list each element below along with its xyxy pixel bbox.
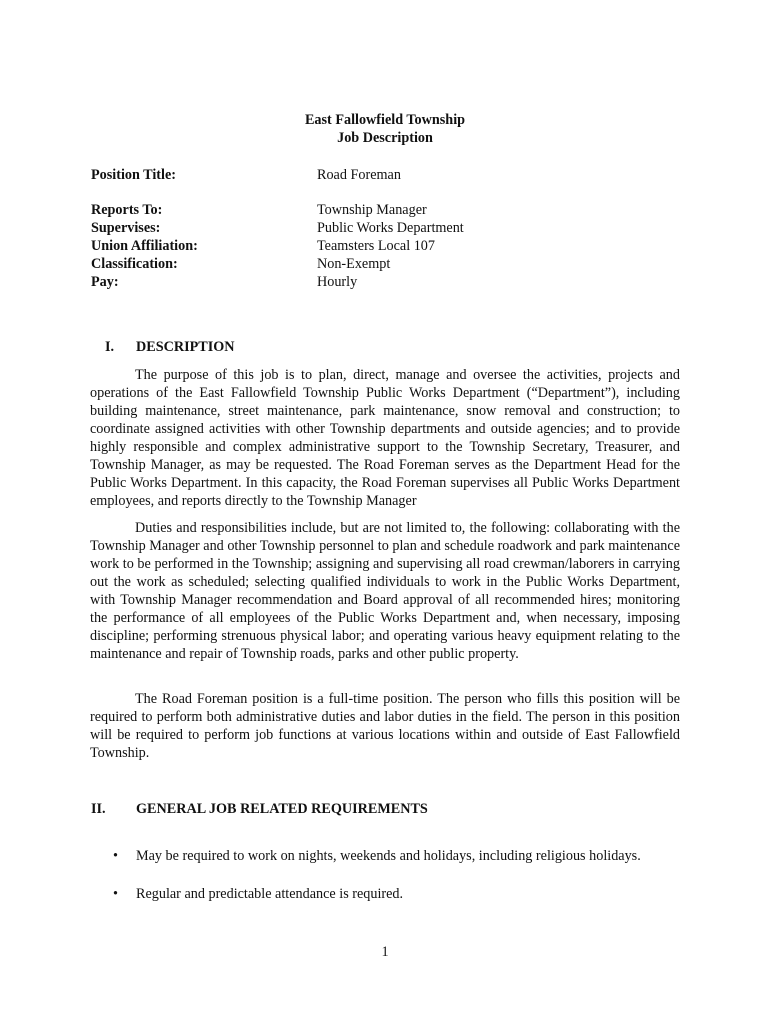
page-number: 1 <box>381 944 389 960</box>
section-number: I. <box>105 339 115 355</box>
field-value: Non-Exempt <box>317 256 391 272</box>
section-heading-requirements <box>91 800 428 818</box>
field-label: Reports To: <box>91 202 163 218</box>
field-value: Public Works Department <box>317 220 464 236</box>
field-value: Township Manager <box>317 202 427 218</box>
document-org-title: East Fallowfield Township <box>304 112 466 128</box>
section-title: DESCRIPTION <box>136 339 235 355</box>
bullet-icon: • <box>113 848 118 864</box>
field-row <box>91 255 691 273</box>
list-item-text: May be required to work on nights, weekends and holidays, including religious holidays. <box>136 848 641 864</box>
field-label: Union Affiliation: <box>91 238 198 254</box>
bullet-icon: • <box>113 886 118 902</box>
description-paragraph: Duties and responsibilities include, but are not limited to, the following: collaborating with the Township Manager and other Township personnel to plan and schedule roadwork and park maintenance work to be performed in the Township; assigning and supervising all road crewman/laborers in carrying out the work as scheduled; selecting qualified individuals to work in the Public Works Department, with Township Manager recommendation and Board approval of all recommended hires; monitoring the performance of all employees of the Public Works Department and, when necessary, imposing discipline; performing strenuous physical labor; and operating various heavy equipment relating to the maintenance and repair of Township roads, parks and other public property. <box>90 520 680 662</box>
field-label: Pay: <box>91 274 119 290</box>
position-title-value: Road Foreman <box>317 167 401 183</box>
field-value: Hourly <box>317 274 358 290</box>
list-item-text: Regular and predictable attendance is required. <box>136 886 404 902</box>
field-row <box>91 237 691 255</box>
position-title-row <box>91 166 691 184</box>
description-paragraph: The purpose of this job is to plan, direct, manage and oversee the activities, projects and operations of the East Fallowfield Township Public Works Department (“Department”), including building maintenance, street maintenance, park maintenance, snow removal and construction; to coordinate assigned activities with other Township departments and outside agencies; and to provide highly responsible and complex administrative support to the Township Secretary, Treasurer, and Township Manager, as may be requested. The Road Foreman serves as the Department Head for the Public Works Department. In this capacity, the Road Foreman supervises all Public Works Department employees, and reports directly to the Township Manager <box>90 367 680 509</box>
description-paragraph: The Road Foreman position is a full-time position. The person who fills this position will be required to perform both administrative duties and labor duties in the field. The person in this position will be required to perform job functions at various locations within and outside of East Fallowfield Township. <box>90 691 680 761</box>
field-row <box>91 219 691 237</box>
section-title: GENERAL JOB RELATED REQUIREMENTS <box>136 801 428 817</box>
job-fields <box>91 201 691 291</box>
field-row <box>91 201 691 219</box>
field-label: Supervises: <box>91 220 161 236</box>
field-label: Classification: <box>91 256 178 272</box>
section-heading-description <box>91 338 235 356</box>
field-row <box>91 273 691 291</box>
position-title-label: Position Title: <box>91 167 176 183</box>
section-number: II. <box>91 801 106 817</box>
document-type-title: Job Description <box>337 130 433 146</box>
field-value: Teamsters Local 107 <box>317 238 435 254</box>
